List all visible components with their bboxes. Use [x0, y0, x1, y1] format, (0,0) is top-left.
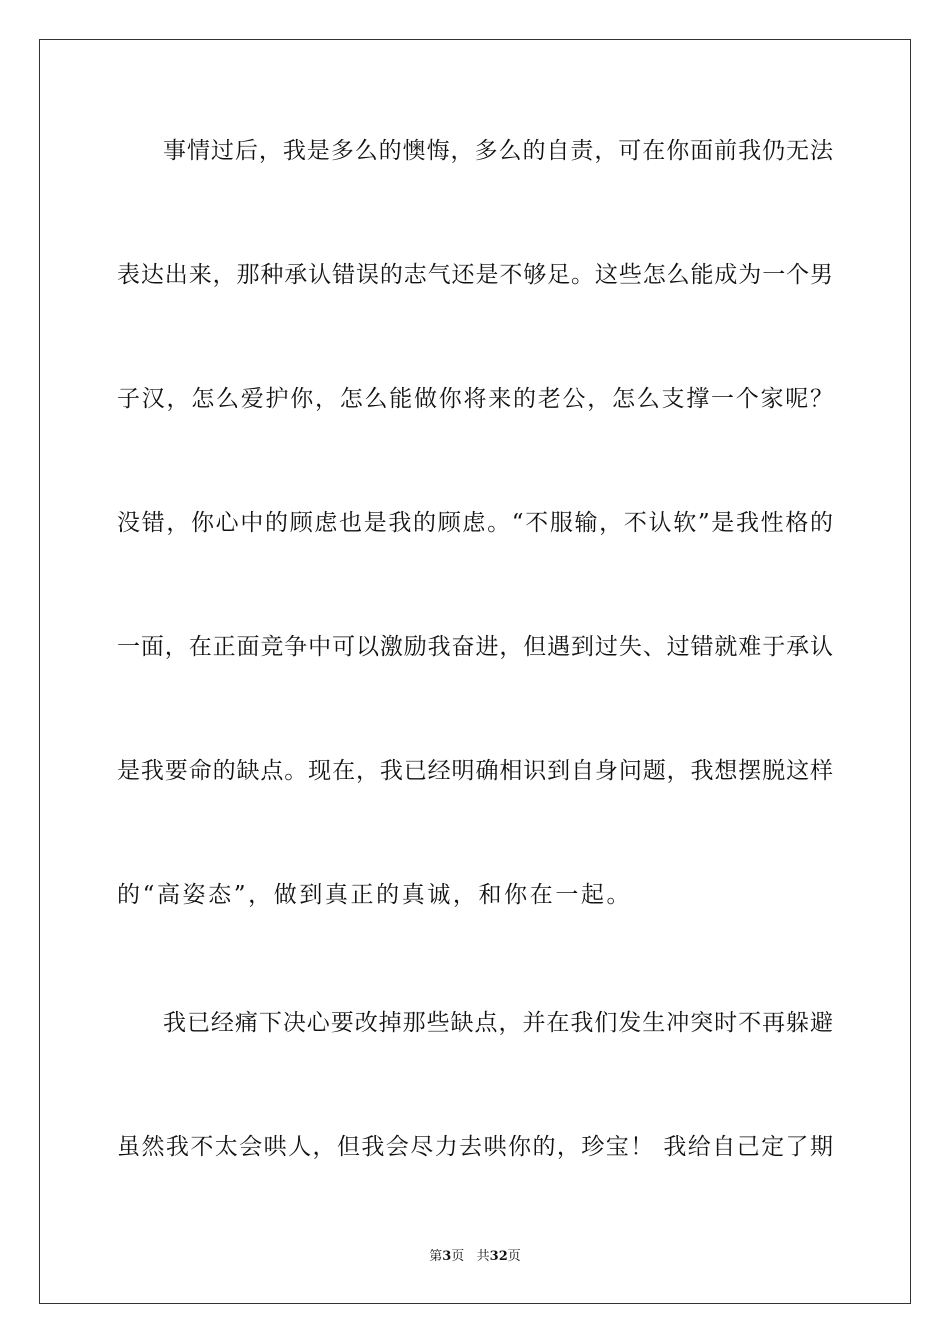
- paragraph-line: 一面，在正面竞争中可以激励我奋进，但遇到过失、过错就难于承认: [117, 634, 833, 660]
- page-footer: [0, 1247, 950, 1267]
- total-page-count: 32: [489, 1249, 508, 1264]
- paragraph-line: 没错，你心中的顾虑也是我的顾虑。“不服输，不认软”是我性格的: [117, 510, 833, 536]
- paragraph-line: 虽然我不太会哄人，但我会尽力去哄你的，珍宝！ 我给自己定了期: [117, 1134, 833, 1160]
- paragraph-line: 子汉，怎么爱护你，怎么能做你将来的老公，怎么支撑一个家呢？: [117, 386, 833, 412]
- paragraph-line: 是我要命的缺点。现在，我已经明确相识到自身问题，我想摆脱这样: [117, 758, 833, 784]
- paragraph-line: 我已经痛下决心要改掉那些缺点，并在我们发生冲突时不再躲避: [163, 1010, 833, 1036]
- footer-middle: 页 共: [451, 1249, 490, 1264]
- current-page-number: 3: [442, 1249, 452, 1264]
- footer-suffix: 页: [507, 1249, 521, 1264]
- paragraph-line: 的“高姿态”，做到真正的真诚，和你在一起。: [117, 882, 633, 908]
- paragraph-line: 表达出来，那种承认错误的志气还是不够足。这些怎么能成为一个男: [117, 262, 833, 288]
- paragraph-line: 事情过后，我是多么的懊悔，多么的自责，可在你面前我仍无法: [163, 138, 833, 164]
- footer-prefix: 第: [429, 1249, 443, 1264]
- page-border: [39, 39, 911, 1304]
